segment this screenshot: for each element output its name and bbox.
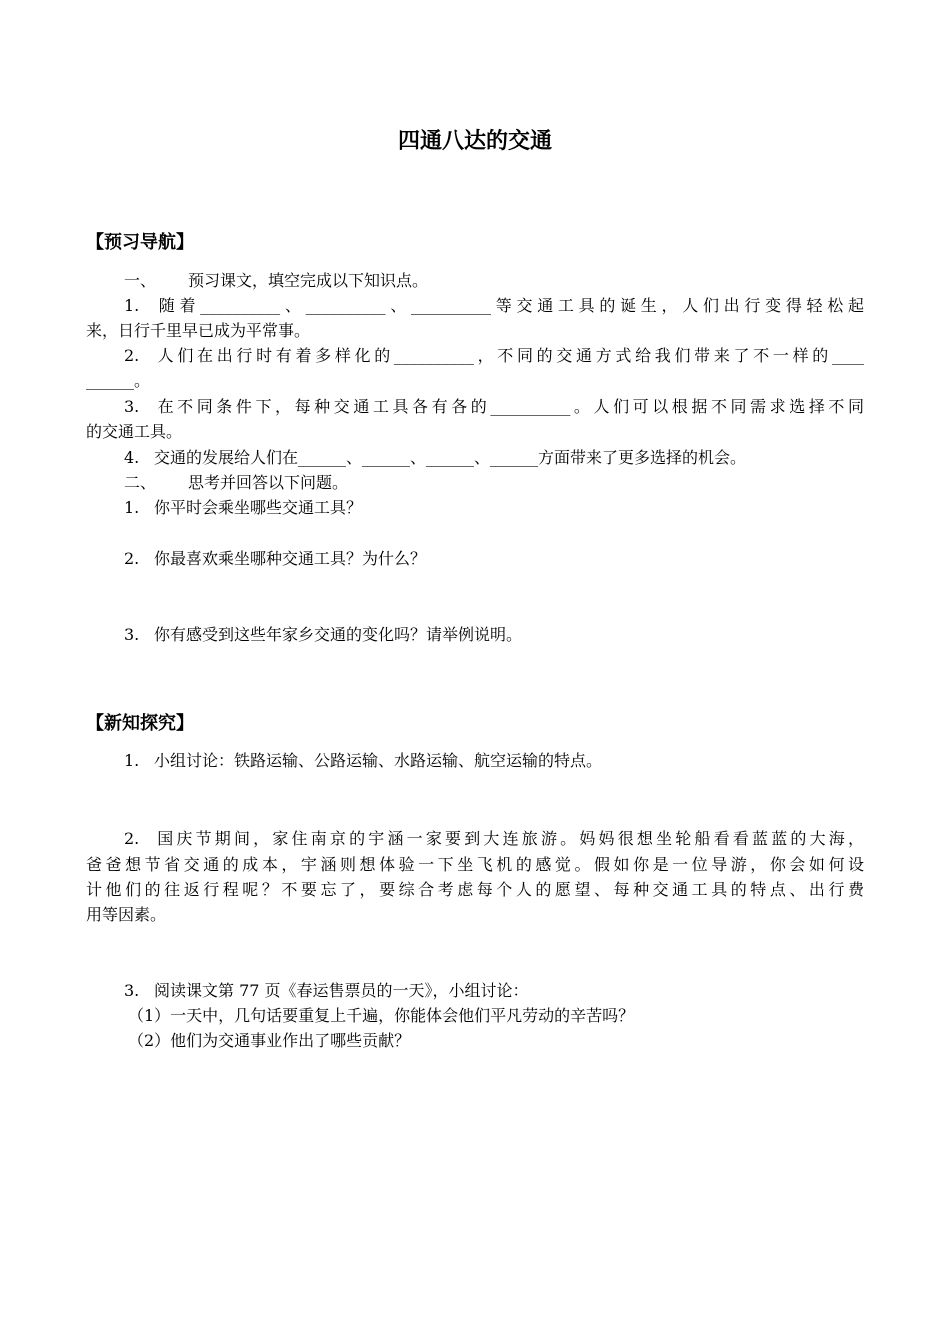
question-4-number: 4. (124, 448, 140, 467)
explore-question-2-text: 国庆节期间，家住南京的宇涵一家要到大连旅游。妈妈很想坐轮船看看蓝蓝的大海， (154, 829, 864, 848)
part1-text: 预习课文，填空完成以下知识点。 (188, 271, 429, 290)
think-question-1 (124, 497, 362, 519)
question-3-line-1 (124, 396, 864, 418)
explore-question-3-text: 阅读课文第 77 页《春运售票员的一天》，小组讨论： (154, 981, 529, 1000)
section-heading-explore: 【新知探究】 (86, 713, 194, 734)
question-3-number: 3. (124, 397, 140, 416)
think-question-3-number: 3. (124, 625, 140, 644)
explore-question-2-line-3: 计他们的往返行程呢？不要忘了，要综合考虑每个人的愿望、每种交通工具的特点、出行费 (86, 880, 864, 899)
question-2-number: 2. (124, 346, 140, 365)
explore-question-3-sub-1: （1）一天中，几句话要重复上千遍，你能体会他们平凡劳动的辛苦吗？ (128, 1006, 635, 1025)
question-1-text: 随着__________、__________、__________等交通工具的诞生，人们出行变得轻松起 (154, 296, 864, 315)
question-1-line-1 (124, 295, 864, 317)
part2-text: 思考并回答以下问题。 (188, 473, 349, 492)
think-question-3 (124, 624, 522, 646)
explore-question-2-line-1 (124, 828, 864, 850)
explore-question-1-number: 1. (124, 751, 140, 770)
think-question-3-text: 你有感受到这些年家乡交通的变化吗？请举例说明。 (154, 625, 523, 644)
question-3-line-2: 的交通工具。 (86, 422, 183, 441)
explore-question-2-number: 2. (124, 829, 140, 848)
question-2-text: 人们在出行时有着多样化的__________，不同的交通方式给我们带来了不一样的____ (154, 346, 864, 365)
part1-instruction (124, 270, 428, 292)
question-2-line-1 (124, 345, 864, 367)
page-title: 四通八达的交通 (397, 129, 552, 154)
explore-question-2-line-2: 爸爸想节省交通的成本，宇涵则想体验一下坐飞机的感觉。假如你是一位导游，你会如何设 (86, 855, 864, 874)
explore-question-3 (124, 980, 529, 1002)
think-question-2-number: 2. (124, 549, 140, 568)
think-question-2-text: 你最喜欢乘坐哪种交通工具？为什么？ (154, 549, 427, 568)
question-1-number: 1. (124, 296, 140, 315)
explore-question-1-text: 小组讨论：铁路运输、公路运输、水路运输、航空运输的特点。 (154, 751, 603, 770)
explore-question-2-line-4: 用等因素。 (86, 905, 167, 924)
question-2-line-2: ______。 (86, 371, 151, 390)
think-question-2 (124, 548, 426, 570)
question-1-line-2: 来，日行千里早已成为平常事。 (86, 321, 311, 340)
explore-question-1 (124, 750, 602, 772)
question-3-text: 在不同条件下，每种交通工具各有各的__________。人们可以根据不同需求选择不同 (154, 397, 864, 416)
think-question-1-text: 你平时会乘坐哪些交通工具？ (154, 498, 363, 517)
explore-question-3-sub-2: （2）他们为交通事业作出了哪些贡献？ (128, 1031, 411, 1050)
part2-instruction (124, 472, 348, 494)
part2-label: 二、 (124, 473, 157, 492)
question-4-line-1 (124, 447, 746, 469)
section-heading-preview: 【预习导航】 (86, 232, 194, 253)
question-4-text: 交通的发展给人们在______、______、______、______方面带来了更多选择的机会。 (154, 448, 747, 467)
part1-label: 一、 (124, 271, 157, 290)
explore-question-3-number: 3. (124, 981, 140, 1000)
think-question-1-number: 1. (124, 498, 140, 517)
